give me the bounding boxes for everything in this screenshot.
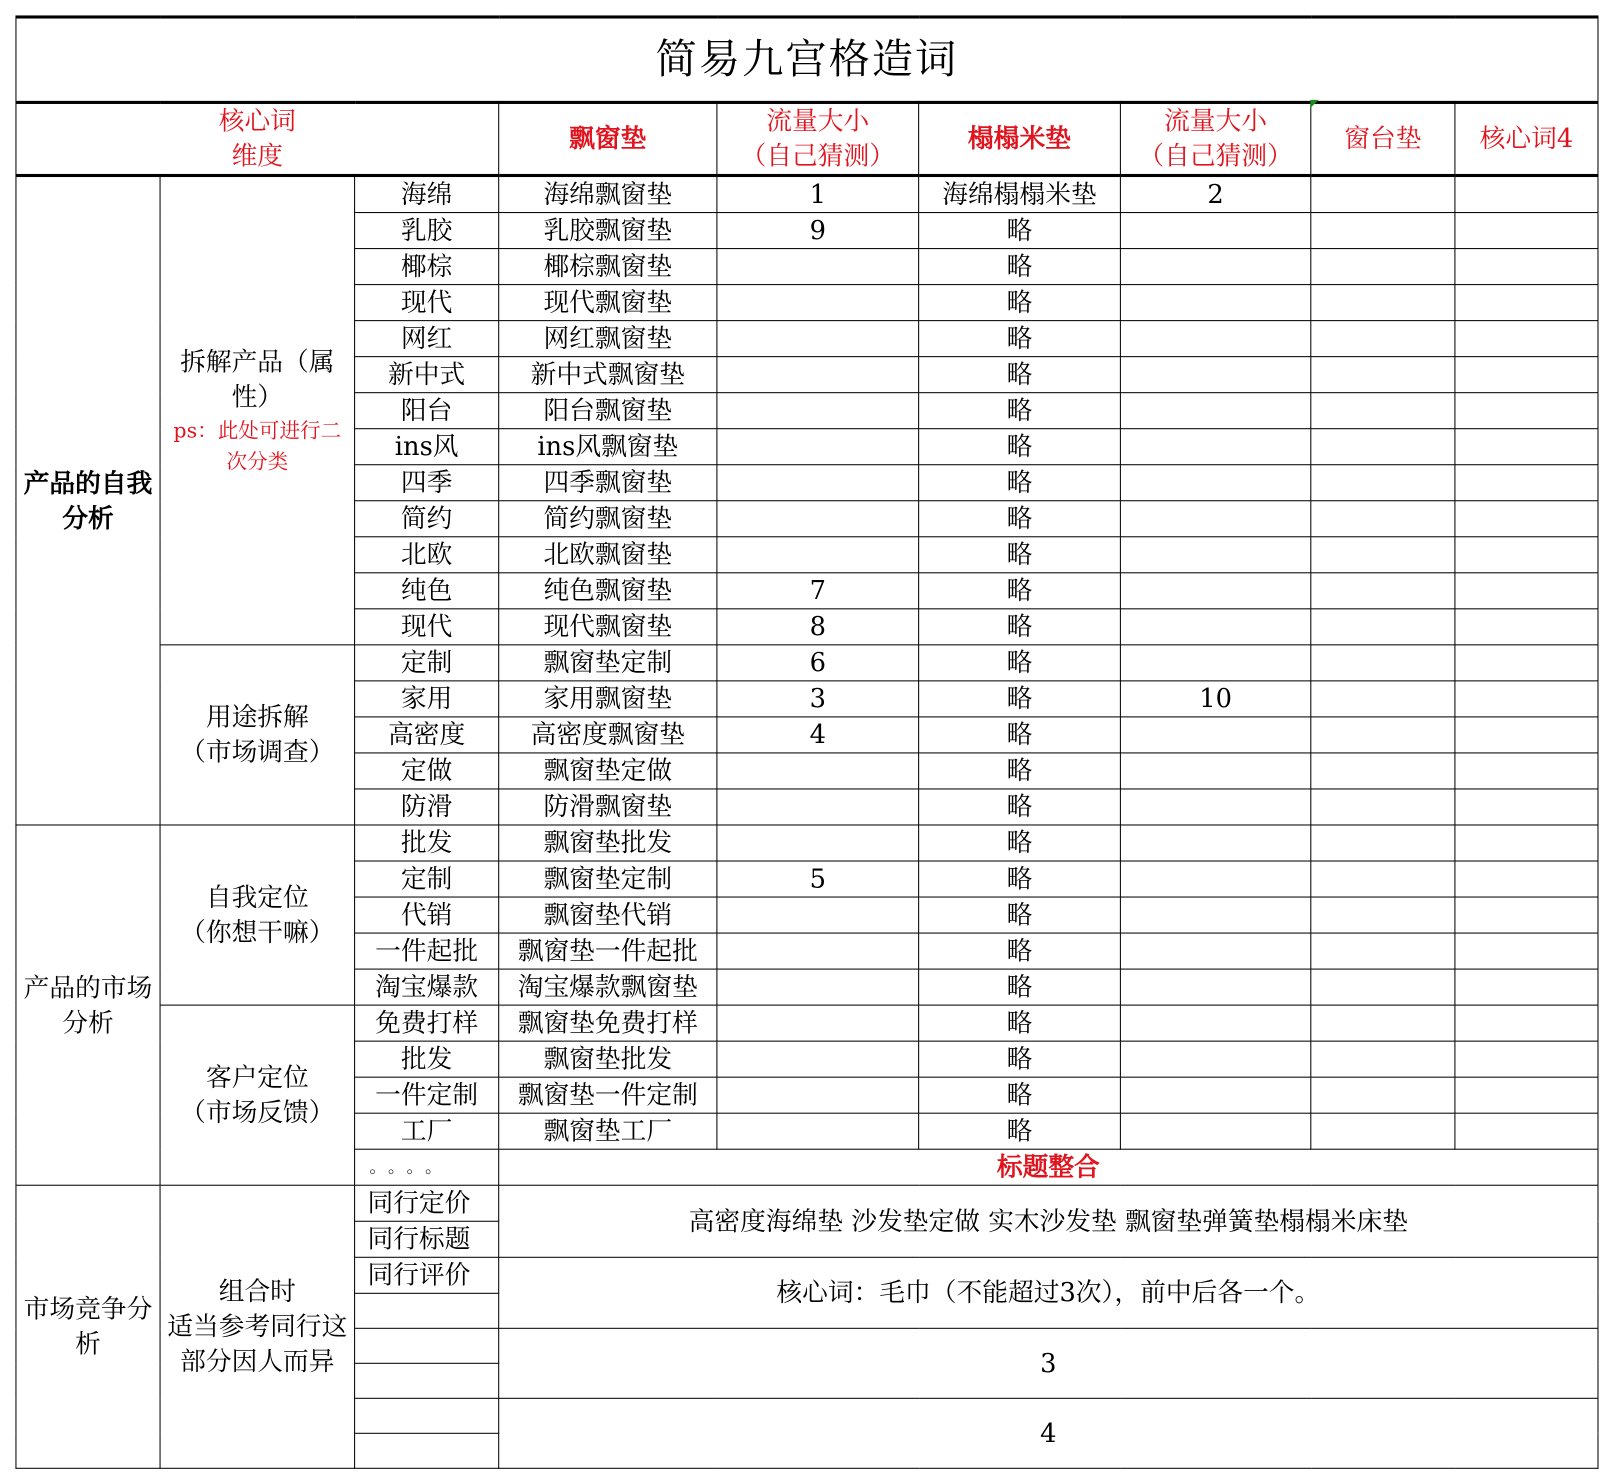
attribute-cell[interactable]: 纯色 bbox=[355, 573, 499, 609]
keyword-2-cell[interactable]: 略 bbox=[919, 645, 1121, 681]
keyword-2-cell[interactable]: 略 bbox=[919, 609, 1121, 645]
keyword-1-cell[interactable]: 四季飘窗垫 bbox=[499, 465, 717, 501]
attribute-cell[interactable]: 一件定制 bbox=[355, 1077, 499, 1113]
flow-2-cell[interactable] bbox=[1120, 465, 1310, 501]
attribute-cell[interactable]: 海绵 bbox=[355, 175, 499, 212]
attribute-cell[interactable]: 定做 bbox=[355, 753, 499, 789]
keyword-4-cell[interactable] bbox=[1455, 213, 1598, 249]
keyword-4-cell[interactable] bbox=[1455, 969, 1598, 1005]
group-label-text: 客户定位 （市场反馈） bbox=[180, 1062, 335, 1128]
flow-2-cell[interactable] bbox=[1120, 249, 1310, 285]
keyword-2-cell[interactable]: 略 bbox=[919, 465, 1121, 501]
keyword-3-cell[interactable] bbox=[1311, 645, 1455, 681]
attribute-cell[interactable]: 新中式 bbox=[355, 357, 499, 393]
keyword-1-cell[interactable]: 北欧飘窗垫 bbox=[499, 537, 717, 573]
flow-1-cell[interactable] bbox=[717, 1005, 919, 1041]
keyword-2-cell[interactable]: 略 bbox=[919, 1077, 1121, 1113]
keyword-2-cell[interactable]: 略 bbox=[919, 321, 1121, 357]
competition-item[interactable]: 同行评价 bbox=[355, 1257, 499, 1293]
title-merge-label[interactable]: 标题整合 bbox=[499, 1149, 1598, 1185]
attribute-cell[interactable]: 高密度 bbox=[355, 717, 499, 753]
keyword-4-cell[interactable] bbox=[1455, 681, 1598, 717]
keyword-1-cell[interactable]: 纯色飘窗垫 bbox=[499, 573, 717, 609]
keyword-3-cell[interactable] bbox=[1311, 681, 1455, 717]
attribute-cell[interactable]: 阳台 bbox=[355, 393, 499, 429]
flow-2-cell[interactable] bbox=[1120, 573, 1310, 609]
keyword-3-cell[interactable] bbox=[1311, 897, 1455, 933]
keyword-2-cell[interactable]: 略 bbox=[919, 969, 1121, 1005]
keyword-3-cell[interactable] bbox=[1311, 1113, 1455, 1149]
keyword-2-cell[interactable]: 略 bbox=[919, 897, 1121, 933]
keyword-1-cell[interactable]: 飘窗垫定做 bbox=[499, 753, 717, 789]
flow-1-cell[interactable] bbox=[717, 1041, 919, 1077]
header-keyword-1[interactable]: 飘窗垫 bbox=[499, 102, 717, 175]
flow-2-cell[interactable] bbox=[1120, 789, 1310, 825]
attribute-cell[interactable]: ins风 bbox=[355, 429, 499, 465]
keyword-1-cell[interactable]: 乳胶飘窗垫 bbox=[499, 213, 717, 249]
keyword-4-cell[interactable] bbox=[1455, 861, 1598, 897]
attribute-cell[interactable]: 代销 bbox=[355, 897, 499, 933]
keyword-3-cell[interactable] bbox=[1311, 861, 1455, 897]
attribute-cell[interactable]: 工厂 bbox=[355, 1113, 499, 1149]
group-note: ps：此处可进行二次分类 bbox=[173, 417, 342, 474]
group-label-text: 自我定位 （你想干嘛） bbox=[180, 882, 335, 947]
group-label[interactable] bbox=[160, 175, 355, 644]
keyword-2-cell[interactable]: 略 bbox=[919, 933, 1121, 969]
flow-2-cell[interactable] bbox=[1120, 537, 1310, 573]
flow-2-cell[interactable] bbox=[1120, 717, 1310, 753]
flow-2-cell[interactable] bbox=[1120, 825, 1310, 861]
keyword-3-cell[interactable] bbox=[1311, 789, 1455, 825]
flow-1-cell[interactable] bbox=[717, 429, 919, 465]
keyword-1-cell[interactable]: 新中式飘窗垫 bbox=[499, 357, 717, 393]
keyword-3-cell[interactable] bbox=[1311, 465, 1455, 501]
keyword-2-cell[interactable]: 略 bbox=[919, 357, 1121, 393]
header-dimension[interactable]: 核心词 维度 bbox=[16, 102, 499, 175]
flow-1-cell[interactable]: 1 bbox=[717, 175, 919, 212]
keyword-4-cell[interactable] bbox=[1455, 393, 1598, 429]
keyword-3-cell[interactable] bbox=[1311, 213, 1455, 249]
keyword-3-cell[interactable] bbox=[1311, 1005, 1455, 1041]
flow-1-cell[interactable] bbox=[717, 249, 919, 285]
keyword-4-cell[interactable] bbox=[1455, 501, 1598, 537]
keyword-4-cell[interactable] bbox=[1455, 645, 1598, 681]
keyword-2-cell[interactable]: 略 bbox=[919, 1041, 1121, 1077]
keyword-1-cell[interactable]: 椰棕飘窗垫 bbox=[499, 249, 717, 285]
flow-1-cell[interactable] bbox=[717, 753, 919, 789]
section-label[interactable]: 产品的自我分析 bbox=[16, 175, 160, 824]
header-keyword-2[interactable]: 榻榻米垫 bbox=[919, 102, 1121, 175]
flow-2-cell[interactable] bbox=[1120, 1113, 1310, 1149]
attribute-cell[interactable]: 北欧 bbox=[355, 537, 499, 573]
header-flow-1[interactable]: 流量大小 （自己猜测） bbox=[717, 102, 919, 175]
flow-2-cell[interactable] bbox=[1120, 969, 1310, 1005]
flow-1-cell[interactable] bbox=[717, 1077, 919, 1113]
flow-2-cell[interactable] bbox=[1120, 429, 1310, 465]
flow-2-cell[interactable] bbox=[1120, 645, 1310, 681]
attribute-cell[interactable]: 网红 bbox=[355, 321, 499, 357]
keyword-4-cell[interactable] bbox=[1455, 249, 1598, 285]
competition-item[interactable] bbox=[355, 1398, 499, 1433]
attribute-cell[interactable]: 四季 bbox=[355, 465, 499, 501]
keyword-1-cell[interactable]: 阳台飘窗垫 bbox=[499, 393, 717, 429]
keyword-3-cell[interactable] bbox=[1311, 933, 1455, 969]
flow-1-cell[interactable]: 4 bbox=[717, 717, 919, 753]
group-label[interactable] bbox=[160, 825, 355, 1005]
merged-title-cell[interactable]: 高密度海绵垫 沙发垫定做 实木沙发垫 飘窗垫弹簧垫榻榻米床垫 bbox=[499, 1185, 1598, 1257]
keyword-2-cell[interactable]: 略 bbox=[919, 1113, 1121, 1149]
keyword-4-cell[interactable] bbox=[1455, 717, 1598, 753]
flow-1-cell[interactable]: 9 bbox=[717, 213, 919, 249]
group-label[interactable] bbox=[160, 645, 355, 825]
keyword-4-cell[interactable] bbox=[1455, 753, 1598, 789]
attribute-cell[interactable]: 定制 bbox=[355, 645, 499, 681]
table-row bbox=[16, 175, 1598, 212]
keyword-4-cell[interactable] bbox=[1455, 933, 1598, 969]
flow-2-cell[interactable] bbox=[1120, 753, 1310, 789]
attribute-cell[interactable]: 乳胶 bbox=[355, 213, 499, 249]
flow-2-cell[interactable] bbox=[1120, 321, 1310, 357]
keyword-3-cell[interactable] bbox=[1311, 429, 1455, 465]
flow-2-cell[interactable] bbox=[1120, 1041, 1310, 1077]
competition-item[interactable]: 同行定价 bbox=[355, 1185, 499, 1221]
keyword-1-cell[interactable]: 飘窗垫定制 bbox=[499, 861, 717, 897]
flow-1-cell[interactable] bbox=[717, 969, 919, 1005]
keyword-1-cell[interactable]: 高密度飘窗垫 bbox=[499, 717, 717, 753]
keyword-2-cell[interactable]: 略 bbox=[919, 213, 1121, 249]
table-row bbox=[16, 1185, 1598, 1221]
keyword-3-cell[interactable] bbox=[1311, 1041, 1455, 1077]
competition-item[interactable] bbox=[355, 1363, 499, 1398]
keyword-2-cell[interactable]: 略 bbox=[919, 249, 1121, 285]
attribute-cell[interactable]: 防滑 bbox=[355, 789, 499, 825]
keyword-3-cell[interactable] bbox=[1311, 609, 1455, 645]
merged-title-cell[interactable]: 3 bbox=[499, 1328, 1598, 1398]
header-keyword-4[interactable]: 核心词4 bbox=[1455, 102, 1598, 175]
attribute-cell[interactable]: 免费打样 bbox=[355, 1005, 499, 1041]
keyword-3-cell[interactable] bbox=[1311, 249, 1455, 285]
attribute-cell[interactable]: 一件起批 bbox=[355, 933, 499, 969]
keyword-2-cell[interactable]: 略 bbox=[919, 825, 1121, 861]
cell-comment-indicator bbox=[1310, 100, 1318, 108]
keyword-1-cell[interactable]: 飘窗垫一件起批 bbox=[499, 933, 717, 969]
keyword-1-cell[interactable]: 飘窗垫定制 bbox=[499, 645, 717, 681]
flow-1-cell[interactable] bbox=[717, 789, 919, 825]
keyword-1-cell[interactable]: 网红飘窗垫 bbox=[499, 321, 717, 357]
keyword-1-cell[interactable]: 淘宝爆款飘窗垫 bbox=[499, 969, 717, 1005]
group-label-text: 用途拆解 （市场调查） bbox=[180, 701, 335, 767]
flow-1-cell[interactable]: 3 bbox=[717, 681, 919, 717]
flow-1-cell[interactable]: 6 bbox=[717, 645, 919, 681]
flow-1-cell[interactable] bbox=[717, 1113, 919, 1149]
section-label[interactable]: 市场竞争分析 bbox=[16, 1185, 160, 1468]
flow-2-cell[interactable] bbox=[1120, 861, 1310, 897]
group-label-text: 拆解产品（属性） bbox=[180, 346, 335, 412]
flow-1-cell[interactable] bbox=[717, 897, 919, 933]
keyword-1-cell[interactable]: 简约飘窗垫 bbox=[499, 501, 717, 537]
header-flow-2[interactable]: 流量大小 （自己猜测） bbox=[1120, 102, 1310, 175]
flow-2-cell[interactable]: 2 bbox=[1120, 175, 1310, 212]
keyword-1-cell[interactable]: 家用飘窗垫 bbox=[499, 681, 717, 717]
keyword-3-cell[interactable] bbox=[1311, 969, 1455, 1005]
table-row bbox=[16, 825, 1598, 861]
keyword-4-cell[interactable] bbox=[1455, 1113, 1598, 1149]
flow-2-cell[interactable] bbox=[1120, 285, 1310, 321]
merged-title-cell[interactable]: 核心词：毛巾（不能超过3次），前中后各一个。 bbox=[499, 1257, 1598, 1328]
keyword-2-cell[interactable]: 略 bbox=[919, 429, 1121, 465]
keyword-2-cell[interactable]: 略 bbox=[919, 789, 1121, 825]
keyword-4-cell[interactable] bbox=[1455, 609, 1598, 645]
keyword-3-cell[interactable] bbox=[1311, 501, 1455, 537]
header-keyword-3[interactable]: 窗台垫 bbox=[1311, 102, 1455, 175]
attribute-cell[interactable]: 现代 bbox=[355, 609, 499, 645]
keyword-4-cell[interactable] bbox=[1455, 1005, 1598, 1041]
attribute-cell[interactable]: 现代 bbox=[355, 285, 499, 321]
keyword-2-cell[interactable]: 略 bbox=[919, 501, 1121, 537]
keyword-3-cell[interactable] bbox=[1311, 393, 1455, 429]
competition-item[interactable] bbox=[355, 1293, 499, 1328]
keyword-4-cell[interactable] bbox=[1455, 429, 1598, 465]
flow-2-cell[interactable] bbox=[1120, 393, 1310, 429]
flow-1-cell[interactable]: 7 bbox=[717, 573, 919, 609]
keyword-1-cell[interactable]: 飘窗垫批发 bbox=[499, 1041, 717, 1077]
keyword-2-cell[interactable]: 略 bbox=[919, 1005, 1121, 1041]
keyword-1-cell[interactable]: 现代飘窗垫 bbox=[499, 285, 717, 321]
attribute-cell[interactable]: 椰棕 bbox=[355, 249, 499, 285]
flow-1-cell[interactable] bbox=[717, 393, 919, 429]
flow-2-cell[interactable] bbox=[1120, 933, 1310, 969]
competition-item[interactable]: 同行标题 bbox=[355, 1221, 499, 1257]
keyword-2-cell[interactable]: 略 bbox=[919, 717, 1121, 753]
keyword-1-cell[interactable]: 海绵飘窗垫 bbox=[499, 175, 717, 212]
keyword-3-cell[interactable] bbox=[1311, 717, 1455, 753]
keyword-3-cell[interactable] bbox=[1311, 175, 1455, 212]
flow-2-cell[interactable] bbox=[1120, 501, 1310, 537]
flow-1-cell[interactable] bbox=[717, 501, 919, 537]
group-label[interactable]: 组合时 适当参考同行这部分因人而异 bbox=[160, 1185, 355, 1468]
keyword-3-cell[interactable] bbox=[1311, 573, 1455, 609]
flow-1-cell[interactable] bbox=[717, 357, 919, 393]
keyword-4-cell[interactable] bbox=[1455, 285, 1598, 321]
flow-2-cell[interactable] bbox=[1120, 213, 1310, 249]
keyword-1-cell[interactable]: 飘窗垫免费打样 bbox=[499, 1005, 717, 1041]
keyword-2-cell[interactable]: 略 bbox=[919, 285, 1121, 321]
keyword-3-cell[interactable] bbox=[1311, 321, 1455, 357]
keyword-2-cell[interactable]: 海绵榻榻米垫 bbox=[919, 175, 1121, 212]
flow-2-cell[interactable]: 10 bbox=[1120, 681, 1310, 717]
flow-1-cell[interactable] bbox=[717, 465, 919, 501]
keyword-4-cell[interactable] bbox=[1455, 465, 1598, 501]
competition-item[interactable] bbox=[355, 1328, 499, 1363]
keyword-1-cell[interactable]: 防滑飘窗垫 bbox=[499, 789, 717, 825]
flow-2-cell[interactable] bbox=[1120, 609, 1310, 645]
flow-1-cell[interactable]: 8 bbox=[717, 609, 919, 645]
flow-2-cell[interactable] bbox=[1120, 1005, 1310, 1041]
flow-1-cell[interactable] bbox=[717, 321, 919, 357]
keyword-4-cell[interactable] bbox=[1455, 537, 1598, 573]
group-label[interactable] bbox=[160, 1005, 355, 1185]
keyword-3-cell[interactable] bbox=[1311, 357, 1455, 393]
keyword-1-cell[interactable]: 飘窗垫批发 bbox=[499, 825, 717, 861]
attribute-cell[interactable]: 定制 bbox=[355, 861, 499, 897]
keyword-1-cell[interactable]: 飘窗垫一件定制 bbox=[499, 1077, 717, 1113]
keyword-4-cell[interactable] bbox=[1455, 897, 1598, 933]
flow-2-cell[interactable] bbox=[1120, 357, 1310, 393]
keyword-2-cell[interactable]: 略 bbox=[919, 681, 1121, 717]
keyword-2-cell[interactable]: 略 bbox=[919, 861, 1121, 897]
flow-1-cell[interactable] bbox=[717, 285, 919, 321]
flow-1-cell[interactable]: 5 bbox=[717, 861, 919, 897]
keyword-1-cell[interactable]: 现代飘窗垫 bbox=[499, 609, 717, 645]
competition-item[interactable] bbox=[355, 1433, 499, 1468]
keyword-4-cell[interactable] bbox=[1455, 321, 1598, 357]
keyword-2-cell[interactable]: 略 bbox=[919, 393, 1121, 429]
attribute-cell[interactable]: 淘宝爆款 bbox=[355, 969, 499, 1005]
attribute-cell[interactable]: 家用 bbox=[355, 681, 499, 717]
ellipsis-cell[interactable]: 。。。。 bbox=[355, 1149, 499, 1185]
flow-1-cell[interactable] bbox=[717, 537, 919, 573]
table-row bbox=[16, 645, 1598, 681]
keyword-1-cell[interactable]: ins风飘窗垫 bbox=[499, 429, 717, 465]
keyword-3-cell[interactable] bbox=[1311, 753, 1455, 789]
keyword-4-cell[interactable] bbox=[1455, 175, 1598, 212]
keyword-4-cell[interactable] bbox=[1455, 573, 1598, 609]
keyword-4-cell[interactable] bbox=[1455, 789, 1598, 825]
attribute-cell[interactable]: 简约 bbox=[355, 501, 499, 537]
flow-1-cell[interactable] bbox=[717, 825, 919, 861]
keyword-4-cell[interactable] bbox=[1455, 1041, 1598, 1077]
table-row bbox=[16, 1005, 1598, 1041]
section-label[interactable]: 产品的市场分析 bbox=[16, 825, 160, 1185]
keyword-3-cell[interactable] bbox=[1311, 537, 1455, 573]
keyword-4-cell[interactable] bbox=[1455, 1077, 1598, 1113]
keyword-2-cell[interactable]: 略 bbox=[919, 537, 1121, 573]
keyword-3-cell[interactable] bbox=[1311, 1077, 1455, 1113]
sheet-title[interactable]: 简易九宫格造词 bbox=[16, 17, 1598, 102]
nine-grid-table bbox=[15, 15, 1598, 1468]
keyword-1-cell[interactable]: 飘窗垫工厂 bbox=[499, 1113, 717, 1149]
keyword-4-cell[interactable] bbox=[1455, 357, 1598, 393]
keyword-3-cell[interactable] bbox=[1311, 825, 1455, 861]
keyword-3-cell[interactable] bbox=[1311, 285, 1455, 321]
attribute-cell[interactable]: 批发 bbox=[355, 825, 499, 861]
keyword-2-cell[interactable]: 略 bbox=[919, 573, 1121, 609]
flow-2-cell[interactable] bbox=[1120, 1077, 1310, 1113]
keyword-2-cell[interactable]: 略 bbox=[919, 753, 1121, 789]
keyword-4-cell[interactable] bbox=[1455, 825, 1598, 861]
merged-title-cell[interactable]: 4 bbox=[499, 1398, 1598, 1468]
flow-2-cell[interactable] bbox=[1120, 897, 1310, 933]
flow-1-cell[interactable] bbox=[717, 933, 919, 969]
attribute-cell[interactable]: 批发 bbox=[355, 1041, 499, 1077]
keyword-1-cell[interactable]: 飘窗垫代销 bbox=[499, 897, 717, 933]
